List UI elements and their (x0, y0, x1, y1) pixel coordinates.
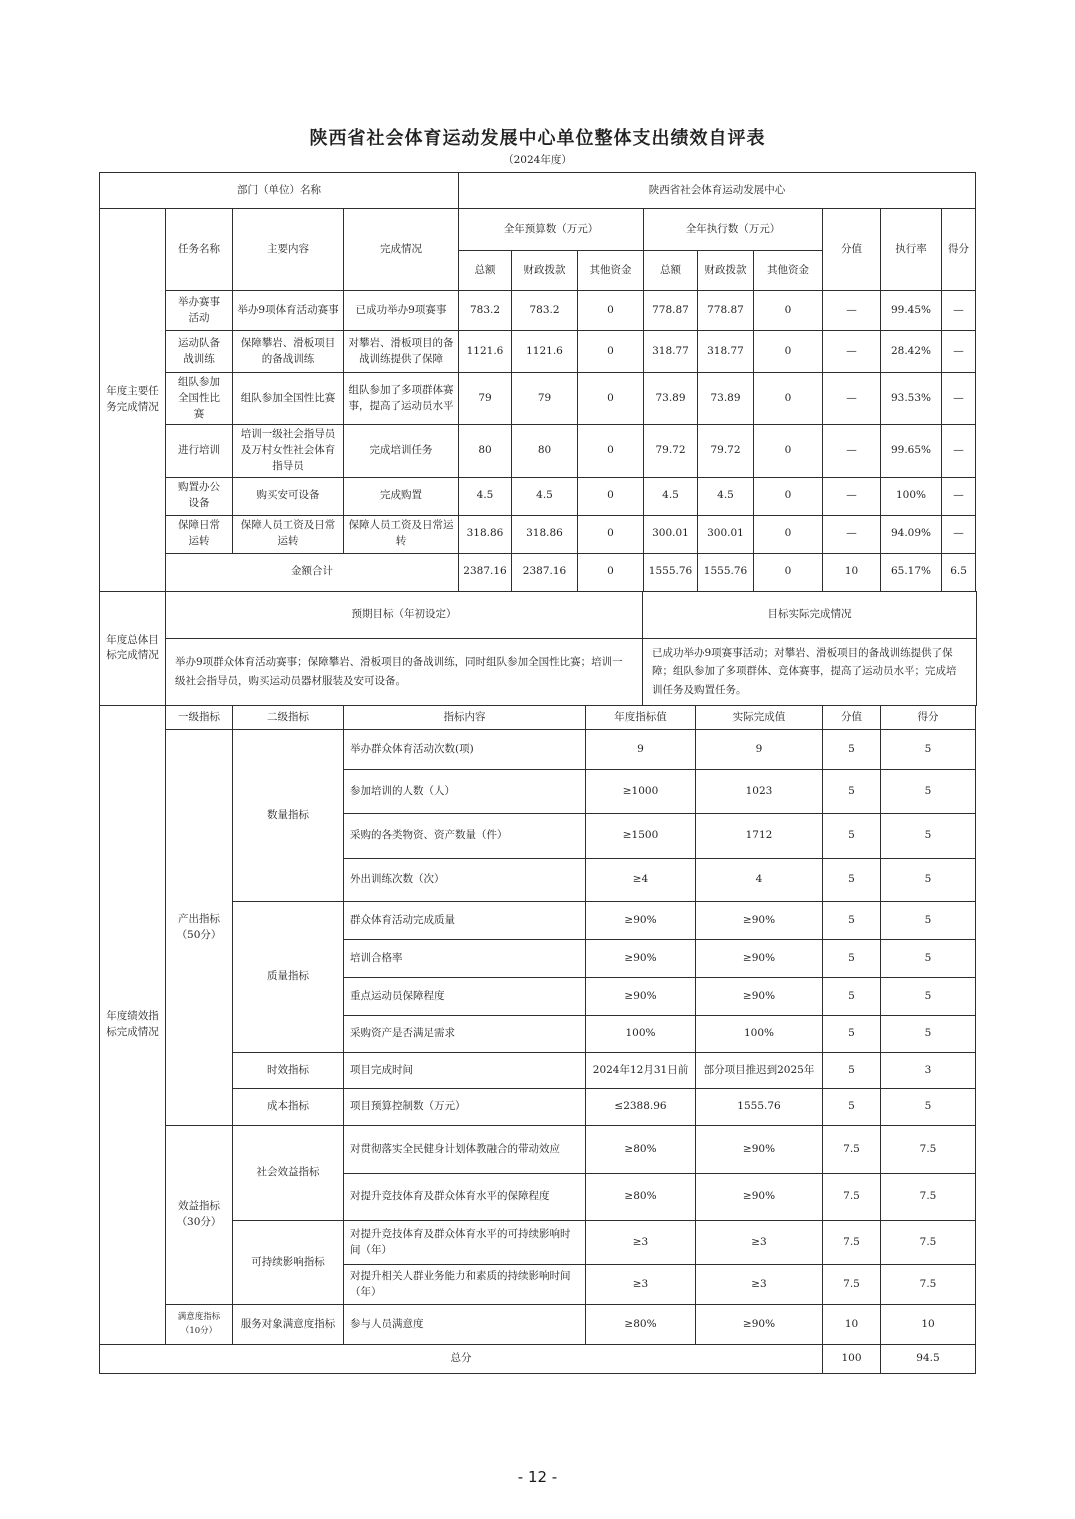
indicator-actual-cell: 4 (696, 859, 823, 902)
col-header-score: 得分 (881, 706, 976, 730)
rate-cell: 28.42% (881, 331, 942, 373)
level2-time-label: 时效指标 (233, 1053, 344, 1089)
weight-cell: — (823, 425, 881, 477)
dept-row (100, 173, 976, 209)
level2-social-label: 社会效益指标 (233, 1126, 344, 1221)
total-score-cell: 94.5 (881, 1345, 976, 1374)
indicator-score-cell: 7.5 (881, 1221, 976, 1265)
dept-label: 部门（单位）名称 (100, 173, 459, 209)
indicator-actual-cell: ≥90% (696, 1126, 823, 1174)
exec-total-cell: 318.77 (644, 331, 698, 373)
task-name-cell: 组队参加全国性比赛 (166, 373, 233, 425)
dept-value: 陕西省社会体育运动发展中心 (459, 173, 976, 209)
col-header-budget-total: 总额 (459, 251, 512, 291)
sum-budget-total-cell: 2387.16 (459, 553, 512, 591)
level2-quality-label: 质量指标 (233, 902, 344, 1053)
task-status-cell: 对攀岩、滑板项目的备战训练提供了保障 (344, 331, 459, 373)
task-content-cell: 组队参加全国性比赛 (233, 373, 344, 425)
score-cell: — (942, 477, 976, 515)
col-header-exec-total: 总额 (644, 251, 698, 291)
indicator-content-cell: 对提升相关人群业务能力和素质的持续影响时间（年） (344, 1265, 586, 1305)
indicator-score-cell: 5 (881, 1016, 976, 1053)
indicator-actual-cell: ≥90% (696, 940, 823, 978)
exec-fiscal-cell: 318.77 (698, 331, 754, 373)
level1-output-label: 产出指标（50分） (166, 730, 233, 1126)
indicator-target-cell: ≥1000 (586, 770, 696, 814)
task-row (100, 373, 976, 425)
indicator-actual-cell: ≥90% (696, 978, 823, 1016)
actual-goal-header: 目标实际完成情况 (643, 591, 977, 638)
exec-total-cell: 4.5 (644, 477, 698, 515)
col-group-exec: 全年执行数（万元） (644, 209, 823, 251)
budget-total-cell: 79 (459, 373, 512, 425)
indicator-target-cell: ≥80% (586, 1174, 696, 1221)
indicator-weight-cell: 5 (823, 859, 881, 902)
goals-table (99, 591, 977, 707)
indicator-actual-cell: 部分项目推迟到2025年 (696, 1053, 823, 1089)
indicator-actual-cell: ≥3 (696, 1265, 823, 1305)
indicators-section-label: 年度绩效指标完成情况 (100, 706, 166, 1345)
budget-other-cell: 0 (578, 373, 644, 425)
tasks-table (99, 172, 976, 592)
task-name-cell: 举办赛事活动 (166, 291, 233, 331)
goals-section-label: 年度总体目标完成情况 (100, 591, 166, 706)
indicator-content-cell: 项目预算控制数（万元） (344, 1089, 586, 1126)
indicator-target-cell: ≥1500 (586, 814, 696, 859)
indicator-weight-cell: 5 (823, 1053, 881, 1089)
indicator-row (100, 730, 976, 770)
indicator-actual-cell: ≥90% (696, 1174, 823, 1221)
budget-fiscal-cell: 783.2 (512, 291, 578, 331)
indicator-row (100, 1305, 976, 1345)
level2-sustain-label: 可持续影响指标 (233, 1221, 344, 1305)
task-row (100, 477, 976, 515)
indicator-actual-cell: 1023 (696, 770, 823, 814)
sum-budget-fiscal-cell: 2387.16 (512, 553, 578, 591)
document-year: （2024年度） (503, 154, 572, 166)
score-cell: — (942, 331, 976, 373)
indicator-content-cell: 对提升竞技体育及群众体育水平的保障程度 (344, 1174, 586, 1221)
indicator-weight-cell: 5 (823, 940, 881, 978)
task-status-cell: 保障人员工资及日常运转 (344, 515, 459, 553)
indicator-weight-cell: 5 (823, 978, 881, 1016)
indicator-target-cell: ≥3 (586, 1265, 696, 1305)
indicator-weight-cell: 5 (823, 902, 881, 940)
score-cell: — (942, 373, 976, 425)
col-header-target: 年度指标值 (586, 706, 696, 730)
level2-satisfaction-label: 服务对象满意度指标 (233, 1305, 344, 1345)
sum-rate-cell: 65.17% (881, 553, 942, 591)
indicator-target-cell: ≥80% (586, 1126, 696, 1174)
indicator-content-cell: 群众体育活动完成质量 (344, 902, 586, 940)
tasks-section-label: 年度主要任务完成情况 (100, 209, 166, 592)
evaluation-sheet (99, 172, 976, 1374)
total-score-label: 总分 (100, 1345, 823, 1374)
indicator-weight-cell: 7.5 (823, 1174, 881, 1221)
indicator-content-cell: 参加培训的人数（人） (344, 770, 586, 814)
exec-other-cell: 0 (754, 515, 823, 553)
sum-score-cell: 6.5 (942, 553, 976, 591)
indicator-content-cell: 对贯彻落实全民健身计划体教融合的带动效应 (344, 1126, 586, 1174)
goals-header-row (100, 591, 977, 638)
indicator-weight-cell: 7.5 (823, 1126, 881, 1174)
task-content-cell: 保障人员工资及日常运转 (233, 515, 344, 553)
indicator-score-cell: 5 (881, 814, 976, 859)
indicator-score-cell: 7.5 (881, 1126, 976, 1174)
budget-fiscal-cell: 80 (512, 425, 578, 477)
indicator-content-cell: 培训合格率 (344, 940, 586, 978)
actual-goal-text: 已成功举办9项赛事活动；对攀岩、滑板项目的备战训练提供了保障；组队参加了多项群体、竞体赛事，提高了运动员水平；完成培训任务及购置任务。 (643, 638, 977, 706)
total-score-row (100, 1345, 976, 1374)
level2-cost-label: 成本指标 (233, 1089, 344, 1126)
level2-quantity-label: 数量指标 (233, 730, 344, 902)
indicator-weight-cell: 10 (823, 1305, 881, 1345)
level1-benefit-label: 效益指标（30分） (166, 1126, 233, 1305)
task-status-cell: 完成购置 (344, 477, 459, 515)
col-header-weight: 分值 (823, 209, 881, 291)
indicator-score-cell: 5 (881, 859, 976, 902)
indicators-table (99, 705, 976, 1374)
indicators-header-row (100, 706, 976, 730)
rate-cell: 94.09% (881, 515, 942, 553)
col-header-weight: 分值 (823, 706, 881, 730)
tasks-sum-row (100, 553, 976, 591)
tasks-header-row-1 (100, 209, 976, 251)
indicator-actual-cell: ≥90% (696, 902, 823, 940)
indicator-score-cell: 5 (881, 902, 976, 940)
page-number: - 12 - (517, 1468, 558, 1486)
task-name-cell: 运动队备战训练 (166, 331, 233, 373)
budget-fiscal-cell: 318.86 (512, 515, 578, 553)
task-content-cell: 购买安可设备 (233, 477, 344, 515)
indicator-content-cell: 外出训练次数（次） (344, 859, 586, 902)
indicator-weight-cell: 5 (823, 770, 881, 814)
weight-cell: — (823, 477, 881, 515)
col-header-budget-other: 其他资金 (578, 251, 644, 291)
indicator-actual-cell: 9 (696, 730, 823, 770)
task-content-cell: 培训一级社会指导员及万村女性社会体育指导员 (233, 425, 344, 477)
task-status-cell: 已成功举办9项赛事 (344, 291, 459, 331)
indicator-row (100, 1126, 976, 1174)
score-cell: — (942, 425, 976, 477)
document-title: 陕西省社会体育运动发展中心单位整体支出绩效自评表 (309, 128, 766, 149)
indicator-content-cell: 重点运动员保障程度 (344, 978, 586, 1016)
col-header-status: 完成情况 (344, 209, 459, 291)
exec-other-cell: 0 (754, 331, 823, 373)
exec-other-cell: 0 (754, 291, 823, 331)
budget-total-cell: 4.5 (459, 477, 512, 515)
task-status-cell: 组队参加了多项群体赛事，提高了运动员水平 (344, 373, 459, 425)
col-header-exec-other: 其他资金 (754, 251, 823, 291)
exec-other-cell: 0 (754, 373, 823, 425)
sum-exec-fiscal-cell: 1555.76 (698, 553, 754, 591)
col-header-task: 任务名称 (166, 209, 233, 291)
sum-label-cell: 金额合计 (166, 553, 459, 591)
rate-cell: 99.45% (881, 291, 942, 331)
exec-total-cell: 79.72 (644, 425, 698, 477)
indicator-actual-cell: ≥3 (696, 1221, 823, 1265)
indicator-score-cell: 5 (881, 978, 976, 1016)
total-weight-cell: 100 (823, 1345, 881, 1374)
exec-total-cell: 778.87 (644, 291, 698, 331)
task-status-cell: 完成培训任务 (344, 425, 459, 477)
exec-total-cell: 73.89 (644, 373, 698, 425)
task-row (100, 515, 976, 553)
col-header-content: 主要内容 (233, 209, 344, 291)
score-cell: — (942, 291, 976, 331)
rate-cell: 93.53% (881, 373, 942, 425)
task-content-cell: 保障攀岩、滑板项目的备战训练 (233, 331, 344, 373)
indicator-target-cell: ≥90% (586, 940, 696, 978)
exec-fiscal-cell: 778.87 (698, 291, 754, 331)
sum-exec-total-cell: 1555.76 (644, 553, 698, 591)
budget-other-cell: 0 (578, 331, 644, 373)
indicator-score-cell: 5 (881, 940, 976, 978)
indicator-target-cell: ≥80% (586, 1305, 696, 1345)
indicator-score-cell: 5 (881, 770, 976, 814)
budget-other-cell: 0 (578, 291, 644, 331)
col-header-level2: 二级指标 (233, 706, 344, 730)
expected-goal-header: 预期目标（年初设定） (166, 591, 643, 638)
exec-fiscal-cell: 300.01 (698, 515, 754, 553)
indicator-content-cell: 采购的各类物资、资产数量（件） (344, 814, 586, 859)
sum-budget-other-cell: 0 (578, 553, 644, 591)
col-header-score: 得分 (942, 209, 976, 291)
indicator-target-cell: ≥90% (586, 902, 696, 940)
indicator-content-cell: 参与人员满意度 (344, 1305, 586, 1345)
budget-other-cell: 0 (578, 477, 644, 515)
task-name-cell: 保障日常运转 (166, 515, 233, 553)
exec-fiscal-cell: 4.5 (698, 477, 754, 515)
budget-fiscal-cell: 4.5 (512, 477, 578, 515)
weight-cell: — (823, 331, 881, 373)
col-header-indicator-content: 指标内容 (344, 706, 586, 730)
indicator-score-cell: 5 (881, 1089, 976, 1126)
indicator-weight-cell: 5 (823, 730, 881, 770)
budget-total-cell: 318.86 (459, 515, 512, 553)
indicator-target-cell: 100% (586, 1016, 696, 1053)
weight-cell: — (823, 291, 881, 331)
rate-cell: 100% (881, 477, 942, 515)
budget-total-cell: 1121.6 (459, 331, 512, 373)
indicator-score-cell: 10 (881, 1305, 976, 1345)
budget-total-cell: 783.2 (459, 291, 512, 331)
rate-cell: 99.65% (881, 425, 942, 477)
indicator-score-cell: 5 (881, 730, 976, 770)
score-cell: — (942, 515, 976, 553)
exec-total-cell: 300.01 (644, 515, 698, 553)
indicator-target-cell: ≥90% (586, 978, 696, 1016)
indicator-actual-cell: ≥90% (696, 1305, 823, 1345)
weight-cell: — (823, 515, 881, 553)
indicator-target-cell: 9 (586, 730, 696, 770)
task-name-cell: 购置办公设备 (166, 477, 233, 515)
task-row (100, 425, 976, 477)
indicator-actual-cell: 1555.76 (696, 1089, 823, 1126)
col-header-actual: 实际完成值 (696, 706, 823, 730)
budget-fiscal-cell: 1121.6 (512, 331, 578, 373)
budget-other-cell: 0 (578, 425, 644, 477)
indicator-target-cell: ≤2388.96 (586, 1089, 696, 1126)
task-content-cell: 举办9项体育活动赛事 (233, 291, 344, 331)
indicator-weight-cell: 7.5 (823, 1221, 881, 1265)
exec-other-cell: 0 (754, 477, 823, 515)
exec-fiscal-cell: 79.72 (698, 425, 754, 477)
task-name-cell: 进行培训 (166, 425, 233, 477)
indicator-content-cell: 采购资产是否满足需求 (344, 1016, 586, 1053)
goals-content-row (100, 638, 977, 706)
indicator-weight-cell: 5 (823, 814, 881, 859)
indicator-content-cell: 举办群众体育活动次数(项) (344, 730, 586, 770)
indicator-target-cell: ≥3 (586, 1221, 696, 1265)
budget-other-cell: 0 (578, 515, 644, 553)
task-row (100, 331, 976, 373)
sum-weight-cell: 10 (823, 553, 881, 591)
indicator-content-cell: 对提升竞技体育及群众体育水平的可持续影响时间（年） (344, 1221, 586, 1265)
indicator-weight-cell: 5 (823, 1089, 881, 1126)
indicator-target-cell: ≥4 (586, 859, 696, 902)
exec-other-cell: 0 (754, 425, 823, 477)
indicator-content-cell: 项目完成时间 (344, 1053, 586, 1089)
col-group-budget: 全年预算数（万元） (459, 209, 644, 251)
task-row (100, 291, 976, 331)
indicator-score-cell: 7.5 (881, 1174, 976, 1221)
col-header-level1: 一级指标 (166, 706, 233, 730)
exec-fiscal-cell: 73.89 (698, 373, 754, 425)
col-header-rate: 执行率 (881, 209, 942, 291)
col-header-budget-fiscal: 财政拨款 (512, 251, 578, 291)
indicator-actual-cell: 100% (696, 1016, 823, 1053)
expected-goal-text: 举办9项群众体育活动赛事；保障攀岩、滑板项目的备战训练，同时组队参加全国性比赛；培训一级社会指导员，购买运动员器材服装及安可设备。 (166, 638, 643, 706)
budget-total-cell: 80 (459, 425, 512, 477)
indicator-score-cell: 7.5 (881, 1265, 976, 1305)
indicator-weight-cell: 5 (823, 1016, 881, 1053)
indicator-score-cell: 3 (881, 1053, 976, 1089)
col-header-exec-fiscal: 财政拨款 (698, 251, 754, 291)
budget-fiscal-cell: 79 (512, 373, 578, 425)
weight-cell: — (823, 373, 881, 425)
indicator-actual-cell: 1712 (696, 814, 823, 859)
sum-exec-other-cell: 0 (754, 553, 823, 591)
indicator-weight-cell: 7.5 (823, 1265, 881, 1305)
level1-satisfaction-label: 满意度指标（10分） (166, 1305, 233, 1345)
indicator-target-cell: 2024年12月31日前 (586, 1053, 696, 1089)
